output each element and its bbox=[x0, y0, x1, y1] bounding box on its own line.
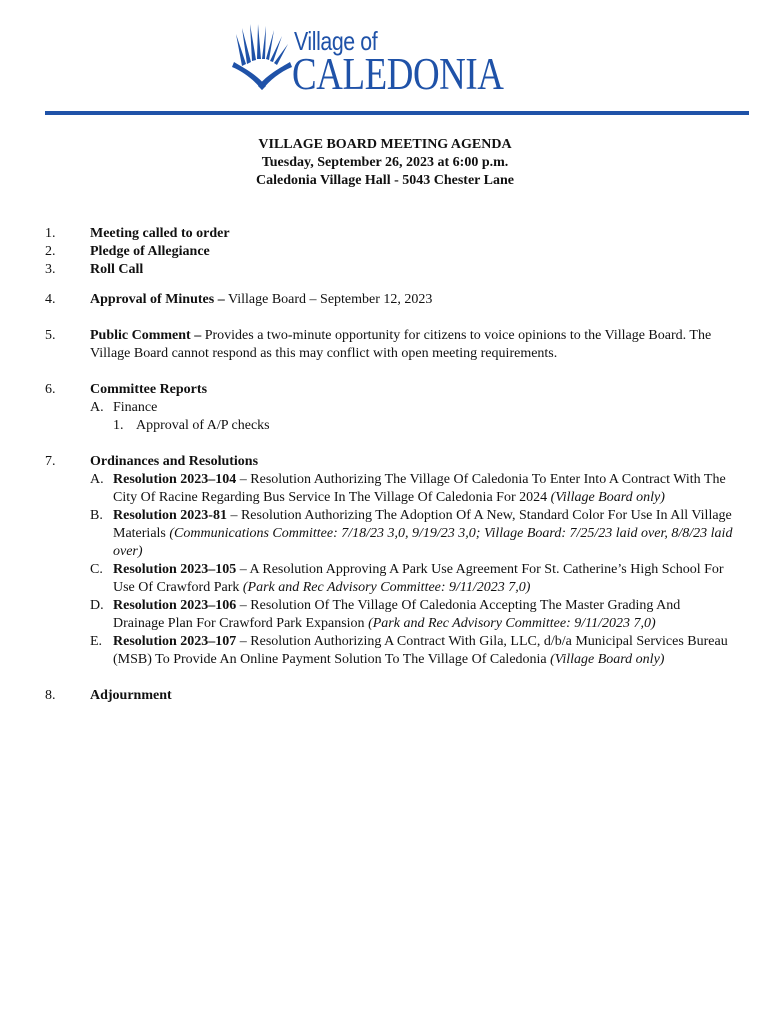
logo-line-village: Village of bbox=[294, 26, 378, 56]
item-number: 8. bbox=[45, 688, 56, 703]
resolution-text: – Resolution Authorizing The Adoption Of A New, Standard Color For Use In All Village Materials bbox=[113, 508, 732, 541]
sub-sub-item-text: Approval of A/P checks bbox=[136, 418, 270, 433]
resolution-number: Resolution 2023–106 bbox=[113, 598, 237, 613]
sub-item bbox=[90, 399, 735, 417]
item-title: Meeting called to order bbox=[90, 226, 230, 241]
agenda-item-2 bbox=[45, 243, 735, 261]
resolution-letter: A. bbox=[90, 472, 104, 487]
agenda-item-8 bbox=[45, 687, 735, 705]
resolution-note: (Park and Rec Advisory Committee: 9/11/2023 7,0) bbox=[242, 580, 531, 595]
agenda-item-7 bbox=[45, 453, 735, 669]
resolution-item bbox=[90, 561, 735, 597]
resolution-note: (Village Board only) bbox=[550, 652, 665, 667]
sub-item-text: Finance bbox=[113, 400, 158, 415]
resolution-letter: E. bbox=[90, 634, 103, 649]
resolution-number: Resolution 2023-81 bbox=[113, 508, 227, 523]
agenda-list bbox=[45, 225, 735, 705]
resolution-number: Resolution 2023–105 bbox=[113, 562, 237, 577]
meeting-location: Caledonia Village Hall - 5043 Chester Lane bbox=[256, 173, 514, 188]
item-title: Public Comment – bbox=[90, 328, 202, 343]
resolution-item bbox=[90, 507, 735, 561]
item-text: Provides a two-minute opportunity for citizens to voice opinions to the Village Board. The Village Board cannot respond as this may conflict with open meeting requirements. bbox=[90, 328, 712, 361]
item-title: Ordinances and Resolutions bbox=[90, 454, 259, 469]
resolution-item bbox=[90, 471, 735, 507]
item-title: Approval of Minutes – bbox=[90, 292, 225, 307]
sub-sub-item-number: 1. bbox=[113, 418, 124, 433]
item-number: 4. bbox=[45, 292, 56, 307]
resolution-note: (Park and Rec Advisory Committee: 9/11/2023 7,0) bbox=[368, 616, 656, 631]
item-text: Village Board – September 12, 2023 bbox=[224, 292, 433, 307]
item-number: 3. bbox=[45, 262, 56, 277]
item-title: Roll Call bbox=[90, 262, 144, 277]
resolution-text: – Resolution Of The Village Of Caledonia Accepting The Master Grading And Drainage Plan For Crawford Park Expansion bbox=[113, 598, 681, 631]
resolution-note: (Communications Committee: 7/18/23 3,0, 9/19/23 3,0; Village Board: 7/25/23 laid over, 8/8/23 laid over) bbox=[113, 526, 733, 559]
agenda-item-1 bbox=[45, 225, 735, 243]
resolution-item bbox=[90, 597, 735, 633]
item-number: 6. bbox=[45, 382, 56, 397]
item-title: Pledge of Allegiance bbox=[90, 244, 210, 259]
agenda-item-4 bbox=[45, 291, 735, 309]
agenda-title: VILLAGE BOARD MEETING AGENDA bbox=[258, 137, 512, 152]
agenda-item-3 bbox=[45, 261, 735, 279]
item-number: 7. bbox=[45, 454, 56, 469]
resolution-text: – Resolution Authorizing A Contract With Gila, LLC, d/b/a Municipal Services Bureau (MSB) To Provide An Online Payment Solution To The Village Of Caledonia bbox=[113, 634, 728, 667]
resolution-number: Resolution 2023–104 bbox=[113, 472, 237, 487]
resolution-letter: D. bbox=[90, 598, 104, 613]
item-title: Adjournment bbox=[90, 688, 172, 703]
resolution-text: – Resolution Authorizing The Village Of Caledonia To Enter Into A Contract With The City Of Racine Regarding Bus Service In The Village Of Caledonia For 2024 bbox=[113, 472, 726, 505]
meeting-date: Tuesday, September 26, 2023 at 6:00 p.m. bbox=[261, 155, 509, 170]
sub-item-letter: A. bbox=[90, 400, 104, 415]
agenda-header bbox=[0, 136, 770, 190]
item-number: 2. bbox=[45, 244, 56, 259]
caledonia-emblem-icon bbox=[232, 24, 292, 94]
item-title: Committee Reports bbox=[90, 382, 208, 397]
resolution-text: – A Resolution Approving A Park Use Agreement For St. Catherine’s High School For Use Of Crawford Park bbox=[113, 562, 724, 595]
resolution-letter: B. bbox=[90, 508, 103, 523]
resolution-note: (Village Board only) bbox=[550, 490, 665, 505]
header-divider bbox=[45, 111, 749, 115]
resolution-letter: C. bbox=[90, 562, 103, 577]
sub-sub-item bbox=[90, 417, 735, 435]
resolution-item bbox=[90, 633, 735, 669]
logo-line-caledonia: CALEDONIA bbox=[292, 49, 504, 99]
village-logo bbox=[232, 18, 532, 98]
agenda-item-5 bbox=[45, 327, 735, 363]
agenda-item-6 bbox=[45, 381, 735, 435]
item-number: 5. bbox=[45, 328, 56, 343]
resolution-number: Resolution 2023–107 bbox=[113, 634, 237, 649]
item-number: 1. bbox=[45, 226, 56, 241]
